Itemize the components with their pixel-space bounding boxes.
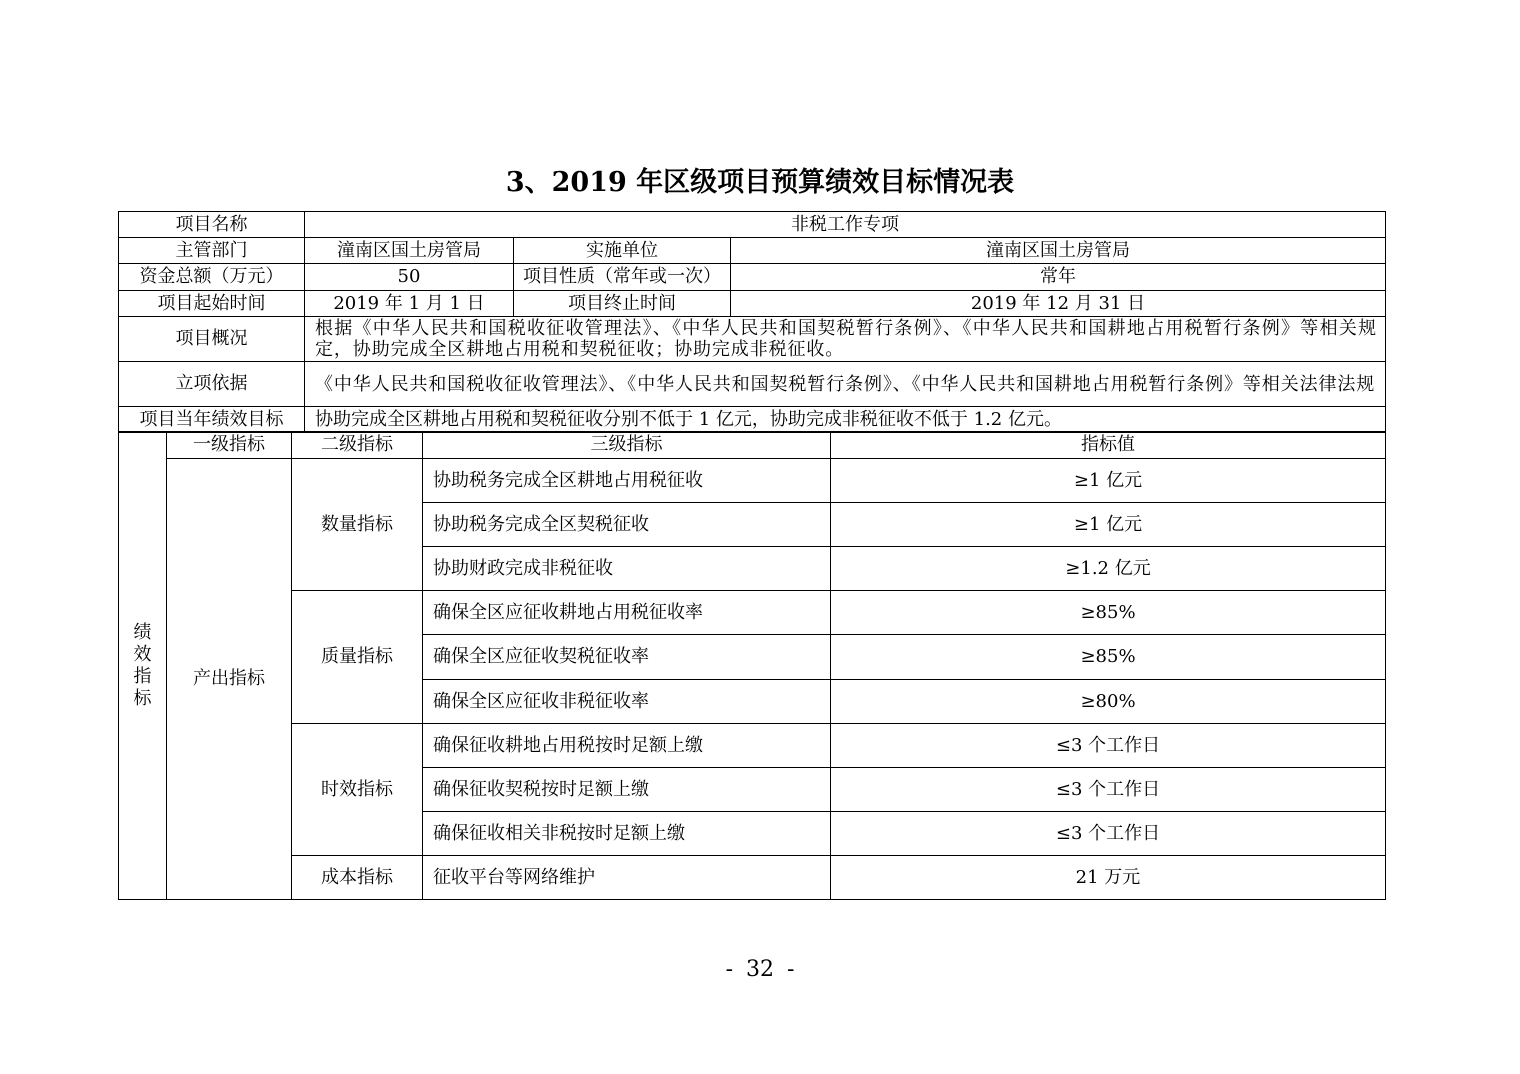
row-dates bbox=[119, 291, 1386, 317]
start-label: 项目起始时间 bbox=[119, 291, 305, 317]
level2-quantity: 数量指标 bbox=[292, 459, 423, 591]
table-row bbox=[119, 856, 1386, 900]
row-project-name bbox=[119, 212, 1386, 238]
indicator-value: ≥80% bbox=[831, 680, 1386, 724]
table-row bbox=[119, 591, 1386, 635]
dept-value: 潼南区国土房管局 bbox=[305, 238, 514, 264]
page-title: 3、2019 年区级项目预算绩效目标情况表 bbox=[505, 167, 1015, 198]
start-value: 2019 年 1 月 1 日 bbox=[305, 291, 514, 317]
impl-label: 实施单位 bbox=[514, 238, 731, 264]
dept-label: 主管部门 bbox=[119, 238, 305, 264]
overview-label: 项目概况 bbox=[119, 317, 305, 362]
nature-label: 项目性质（常年或一次） bbox=[514, 264, 731, 291]
indicator-value: ≥85% bbox=[831, 591, 1386, 635]
indicators-header-row bbox=[119, 432, 1386, 459]
header-value: 指标值 bbox=[831, 432, 1386, 459]
table-row bbox=[119, 724, 1386, 768]
indicator-value: ≤3 个工作日 bbox=[831, 724, 1386, 768]
project-info-table bbox=[118, 211, 1386, 433]
nature-value: 常年 bbox=[731, 264, 1386, 291]
page-number: - 32 - bbox=[725, 957, 795, 982]
level3-indicator: 确保征收相关非税按时足额上缴 bbox=[423, 812, 831, 856]
header-level2: 二级指标 bbox=[292, 432, 423, 459]
indicator-value: ≤3 个工作日 bbox=[831, 768, 1386, 812]
level3-indicator: 确保全区应征收耕地占用税征收率 bbox=[423, 591, 831, 635]
indicator-value: ≥85% bbox=[831, 635, 1386, 680]
level2-cost: 成本指标 bbox=[292, 856, 423, 900]
end-label: 项目终止时间 bbox=[514, 291, 731, 317]
fund-label: 资金总额（万元） bbox=[119, 264, 305, 291]
performance-indicators-text: 绩效指标 bbox=[133, 621, 152, 709]
row-department bbox=[119, 238, 1386, 264]
level3-indicator: 确保全区应征收契税征收率 bbox=[423, 635, 831, 680]
level3-indicator: 协助税务完成全区契税征收 bbox=[423, 503, 831, 547]
row-goal bbox=[119, 407, 1386, 433]
level2-quality: 质量指标 bbox=[292, 591, 423, 724]
row-overview bbox=[119, 317, 1386, 362]
end-value: 2019 年 12 月 31 日 bbox=[731, 291, 1386, 317]
goal-label: 项目当年绩效目标 bbox=[119, 407, 305, 433]
basis-value: 《中华人民共和国税收征收管理法》、《中华人民共和国契税暂行条例》、《中华人民共和国耕地占用税暂行条例》等相关法律法规 bbox=[305, 362, 1386, 407]
table-row bbox=[119, 459, 1386, 503]
project-name-value: 非税工作专项 bbox=[305, 212, 1386, 238]
header-level3: 三级指标 bbox=[423, 432, 831, 459]
level3-indicator: 协助税务完成全区耕地占用税征收 bbox=[423, 459, 831, 503]
basis-label: 立项依据 bbox=[119, 362, 305, 407]
indicator-value: 21 万元 bbox=[831, 856, 1386, 900]
indicator-value: ≥1.2 亿元 bbox=[831, 547, 1386, 591]
header-level1: 一级指标 bbox=[167, 432, 292, 459]
level3-indicator: 协助财政完成非税征收 bbox=[423, 547, 831, 591]
row-basis bbox=[119, 362, 1386, 407]
level3-indicator: 确保征收契税按时足额上缴 bbox=[423, 768, 831, 812]
fund-value: 50 bbox=[305, 264, 514, 291]
project-name-label: 项目名称 bbox=[119, 212, 305, 238]
indicator-value: ≥1 亿元 bbox=[831, 503, 1386, 547]
level3-indicator: 征收平台等网络维护 bbox=[423, 856, 831, 900]
goal-value: 协助完成全区耕地占用税和契税征收分别不低于 1 亿元，协助完成非税征收不低于 1.2 亿元。 bbox=[305, 407, 1386, 433]
indicator-value: ≤3 个工作日 bbox=[831, 812, 1386, 856]
level3-indicator: 确保全区应征收非税征收率 bbox=[423, 680, 831, 724]
level1-output: 产出指标 bbox=[167, 459, 292, 900]
level3-indicator: 确保征收耕地占用税按时足额上缴 bbox=[423, 724, 831, 768]
overview-value: 根据《中华人民共和国税收征收管理法》、《中华人民共和国契税暂行条例》、《中华人民共和国耕地占用税暂行条例》等相关规定，协助完成全区耕地占用税和契税征收；协助完成非税征收。 bbox=[305, 317, 1386, 362]
impl-value: 潼南区国土房管局 bbox=[731, 238, 1386, 264]
level2-timeliness: 时效指标 bbox=[292, 724, 423, 856]
row-fund bbox=[119, 264, 1386, 291]
performance-indicators-label bbox=[119, 432, 167, 900]
indicator-value: ≥1 亿元 bbox=[831, 459, 1386, 503]
indicators-table bbox=[118, 431, 1386, 900]
